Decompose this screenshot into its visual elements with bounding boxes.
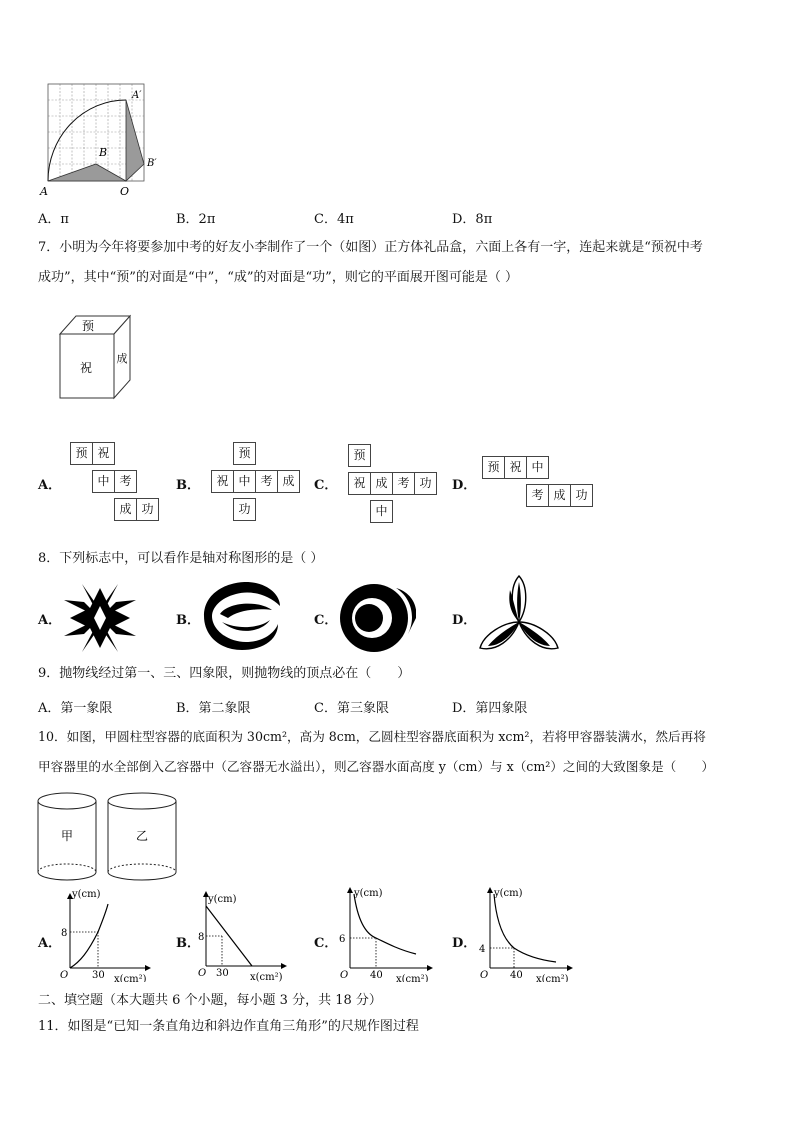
- q9-option-b[interactable]: B．第二象限: [176, 701, 251, 716]
- net-cell: 功: [233, 498, 256, 521]
- point-b-prime-label: B′: [147, 158, 157, 169]
- net-cell: 中: [92, 470, 115, 493]
- section2-heading: 二、填空题（本大题共 6 个小题，每小题 3 分，共 18 分）: [38, 993, 382, 1008]
- net-cell: 预: [70, 442, 93, 465]
- graph-ylabel: y(cm): [354, 888, 383, 899]
- q9-option-d[interactable]: D．第四象限: [452, 701, 528, 716]
- net-cell: 功: [570, 484, 593, 507]
- q10-graph-b[interactable]: [196, 886, 292, 986]
- net-cell: 预: [233, 442, 256, 465]
- q6-option-a[interactable]: A．π: [38, 212, 69, 227]
- point-b-label: B: [99, 146, 108, 159]
- graph-xlabel: x(cm²): [536, 974, 569, 982]
- q9-option-c[interactable]: C．第三象限: [314, 701, 389, 716]
- net-cell: 中: [233, 470, 256, 493]
- net-cell: 祝: [92, 442, 115, 465]
- q10-graph-c[interactable]: [336, 882, 436, 986]
- graph-origin: O: [340, 970, 349, 981]
- net-cell: 祝: [211, 470, 234, 493]
- q6-option-d[interactable]: D．8π: [452, 212, 493, 227]
- graph-origin: O: [480, 970, 489, 981]
- q7-net-c[interactable]: [348, 444, 440, 528]
- q7-stem-line1: 7．小明为今年将要参加中考的好友小李制作了一个（如图）正方体礼品盒，六面上各有一字，连起来就是“预祝中考: [38, 240, 703, 255]
- net-cell: 成: [277, 470, 300, 493]
- net-cell: 功: [136, 498, 159, 521]
- net-cell: 考: [114, 470, 137, 493]
- q8-option-a-label[interactable]: A．: [38, 613, 62, 628]
- q8-logo-d-tulip-icon[interactable]: [474, 572, 564, 662]
- q7-net-b[interactable]: [211, 442, 303, 526]
- net-cell: 祝: [348, 472, 371, 495]
- q7-option-a-label[interactable]: A．: [38, 478, 62, 493]
- cube-right-char: 成: [116, 352, 128, 365]
- q6-option-b[interactable]: B．2π: [176, 212, 216, 227]
- cube-front-char: 祝: [79, 361, 93, 375]
- point-a-prime-label: A′: [132, 90, 142, 101]
- point-a-label: A: [40, 185, 48, 198]
- q10-containers-figure: [36, 790, 186, 888]
- graph-xtick: 40: [510, 970, 523, 981]
- rotation-grid-diagram: [36, 78, 166, 200]
- q10-stem-line2: 甲容器里的水全部倒入乙容器中（乙容器无水溢出），则乙容器水面高度 y（cm）与 x（cm²）之间的大致图象是（ ）: [38, 759, 715, 774]
- q7-option-b-label[interactable]: B．: [176, 478, 200, 493]
- q7-cube-figure: [56, 310, 136, 406]
- q6-figure: [36, 78, 166, 200]
- net-cell: 成: [114, 498, 137, 521]
- q8-logo-c-circle-icon[interactable]: [336, 578, 416, 662]
- q7-stem-line2: 成功”，其中“预”的对面是“中”，“成”的对面是“功”，则它的平面展开图可能是（ ）: [38, 270, 518, 285]
- net-cell: 中: [526, 456, 549, 479]
- q10-option-b-label[interactable]: B．: [176, 936, 200, 951]
- graph-ytick: 8: [61, 928, 68, 939]
- container-jia-label: 甲: [60, 829, 74, 843]
- net-cell: 成: [548, 484, 571, 507]
- q7-option-d-label[interactable]: D．: [452, 478, 477, 493]
- net-cell: 考: [526, 484, 549, 507]
- q9-stem: 9．抛物线经过第一、三、四象限，则抛物线的顶点必在（ ）: [38, 666, 411, 681]
- graph-ylabel: y(cm): [72, 889, 101, 900]
- container-yi-label: 乙: [135, 829, 149, 843]
- q9-option-a[interactable]: A．第一象限: [38, 701, 113, 716]
- q8-option-b-label[interactable]: B．: [176, 613, 200, 628]
- graph-xtick: 30: [216, 968, 229, 979]
- q7-net-a[interactable]: [70, 442, 162, 526]
- net-cell: 中: [370, 500, 393, 523]
- q8-stem: 8．下列标志中，可以看作是轴对称图形的是（ ）: [38, 551, 324, 566]
- graph-ylabel: y(cm): [208, 894, 237, 905]
- graph-ytick: 6: [339, 934, 346, 945]
- net-cell: 预: [482, 456, 505, 479]
- graph-xlabel: x(cm²): [114, 974, 147, 982]
- q11-stem: 11．如图是“已知一条直角边和斜边作直角三角形”的尺规作图过程: [38, 1019, 419, 1034]
- q8-option-d-label[interactable]: D．: [452, 613, 477, 628]
- q10-graph-d[interactable]: [476, 882, 576, 986]
- q10-option-c-label[interactable]: C．: [314, 936, 338, 951]
- net-cell: 成: [370, 472, 393, 495]
- graph-origin: O: [60, 970, 69, 981]
- net-cell: 考: [392, 472, 415, 495]
- q7-option-c-label[interactable]: C．: [314, 478, 338, 493]
- q6-option-c[interactable]: C．4π: [314, 212, 354, 227]
- graph-ytick: 8: [198, 932, 205, 943]
- point-o-label: O: [120, 185, 130, 198]
- q10-option-d-label[interactable]: D．: [452, 936, 477, 951]
- cube-top-char: 预: [81, 319, 95, 333]
- net-cell: 功: [414, 472, 437, 495]
- q10-option-a-label[interactable]: A．: [38, 936, 62, 951]
- q7-net-d[interactable]: [482, 456, 598, 512]
- graph-xtick: 30: [92, 970, 105, 981]
- q8-option-c-label[interactable]: C．: [314, 613, 338, 628]
- graph-origin: O: [198, 968, 207, 979]
- graph-xtick: 40: [370, 970, 383, 981]
- q10-stem-line1: 10．如图，甲圆柱型容器的底面积为 30cm²，高为 8cm，乙圆柱型容器底面积为 xcm²，若将甲容器装满水，然后再将: [38, 729, 706, 744]
- net-cell: 预: [348, 444, 371, 467]
- q8-logo-b-ring-swoosh-icon[interactable]: [198, 578, 284, 658]
- graph-xlabel: x(cm²): [396, 974, 429, 982]
- graph-ytick: 4: [479, 944, 486, 955]
- graph-xlabel: x(cm²): [250, 972, 283, 982]
- graph-ylabel: y(cm): [494, 888, 523, 899]
- net-cell: 考: [255, 470, 278, 493]
- net-cell: 祝: [504, 456, 527, 479]
- q10-graph-a[interactable]: [56, 886, 152, 986]
- q8-logo-a-pinwheel-icon[interactable]: [60, 578, 140, 662]
